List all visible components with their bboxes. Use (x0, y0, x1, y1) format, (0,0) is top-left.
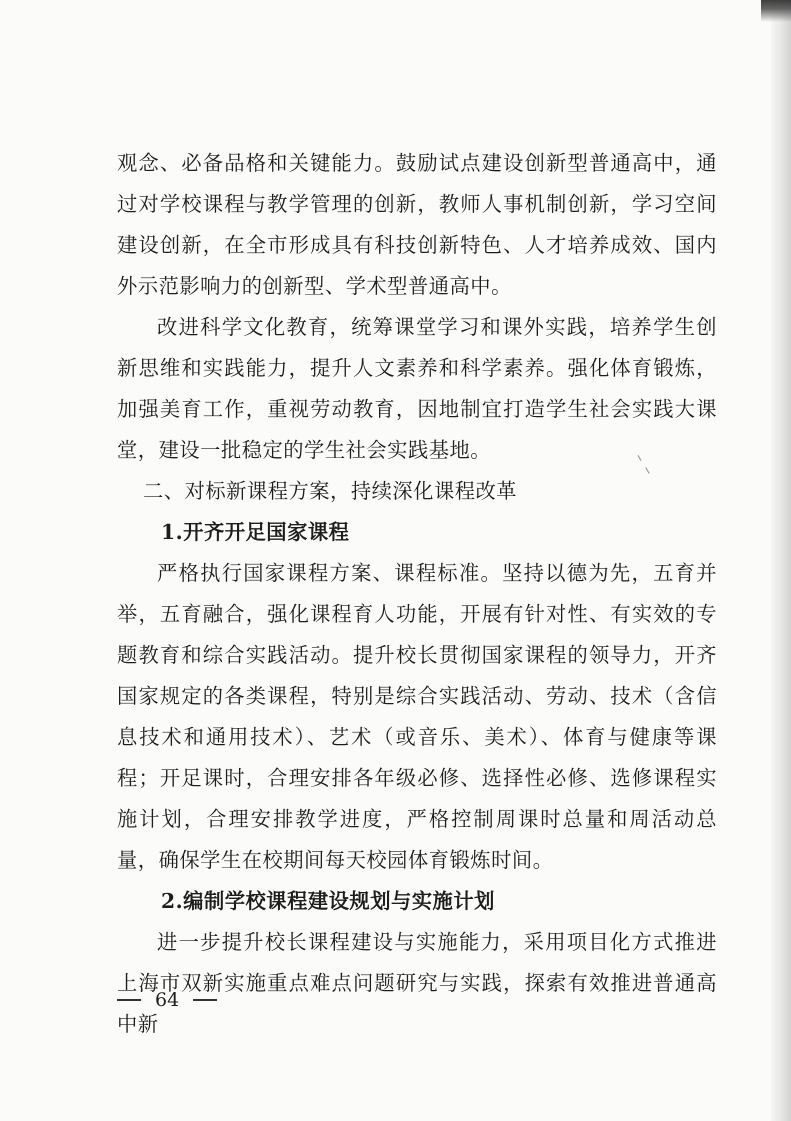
page-number: 64 (155, 989, 180, 1011)
footer-dash-left (117, 999, 141, 1001)
body-text (117, 143, 717, 1045)
subheading-curriculum-plan: 2.编制学校课程建设规划与实施计划 (161, 889, 495, 913)
page-footer (117, 985, 217, 1015)
scan-corner-mark (761, 0, 791, 22)
paragraph-national-curriculum: 严格执行国家课程方案、课程标准。坚持以德为先，五育并举，五育融合，强化课程育人功能，开展有针对性、有实效的专题教育和综合实践活动。提升校长贯彻国家课程的领导力，开齐国家规定的各类课程，特别是综合实践活动、劳动、技术（含信息技术和通用技术）、艺术（或音乐、美术）、体育与健康等课程；开足课时，合理安排各年级必修、选择性必修、选修课程实施计划，合理安排教学进度，严格控制周课时总量和周活动总量，确保学生在校期间每天校园体育锻炼时间。 (117, 561, 717, 872)
section-heading-curriculum-reform: 二、对标新课程方案，持续深化课程改革 (143, 479, 518, 503)
paragraph-innovation-schools: 观念、必备品格和关键能力。鼓励试点建设创新型普通高中，通过对学校课程与教学管理的创新，教师人事机制创新，学习空间建设创新，在全市形成具有科技创新特色、人才培养成效、国内外示范影响力的创新型、学术型普通高中。 (117, 151, 717, 298)
page-edge-shadow (771, 0, 791, 1121)
subheading-national-curriculum: 1.开齐开足国家课程 (161, 520, 350, 544)
footer-dash-right (193, 999, 217, 1001)
paragraph-science-culture: 改进科学文化教育，统筹课堂学习和课外实践，培养学生创新思维和实践能力，提升人文素养和科学素养。强化体育锻炼，加强美育工作，重视劳动教育，因地制宜打造学生社会实践大课堂，建设一批稳定的学生社会实践基地。 (117, 315, 717, 462)
paragraph-principal-capacity: 进一步提升校长课程建设与实施能力，采用项目化方式推进上海市双新实施重点难点问题研究与实践，探索有效推进普通高中新 (117, 930, 717, 1036)
